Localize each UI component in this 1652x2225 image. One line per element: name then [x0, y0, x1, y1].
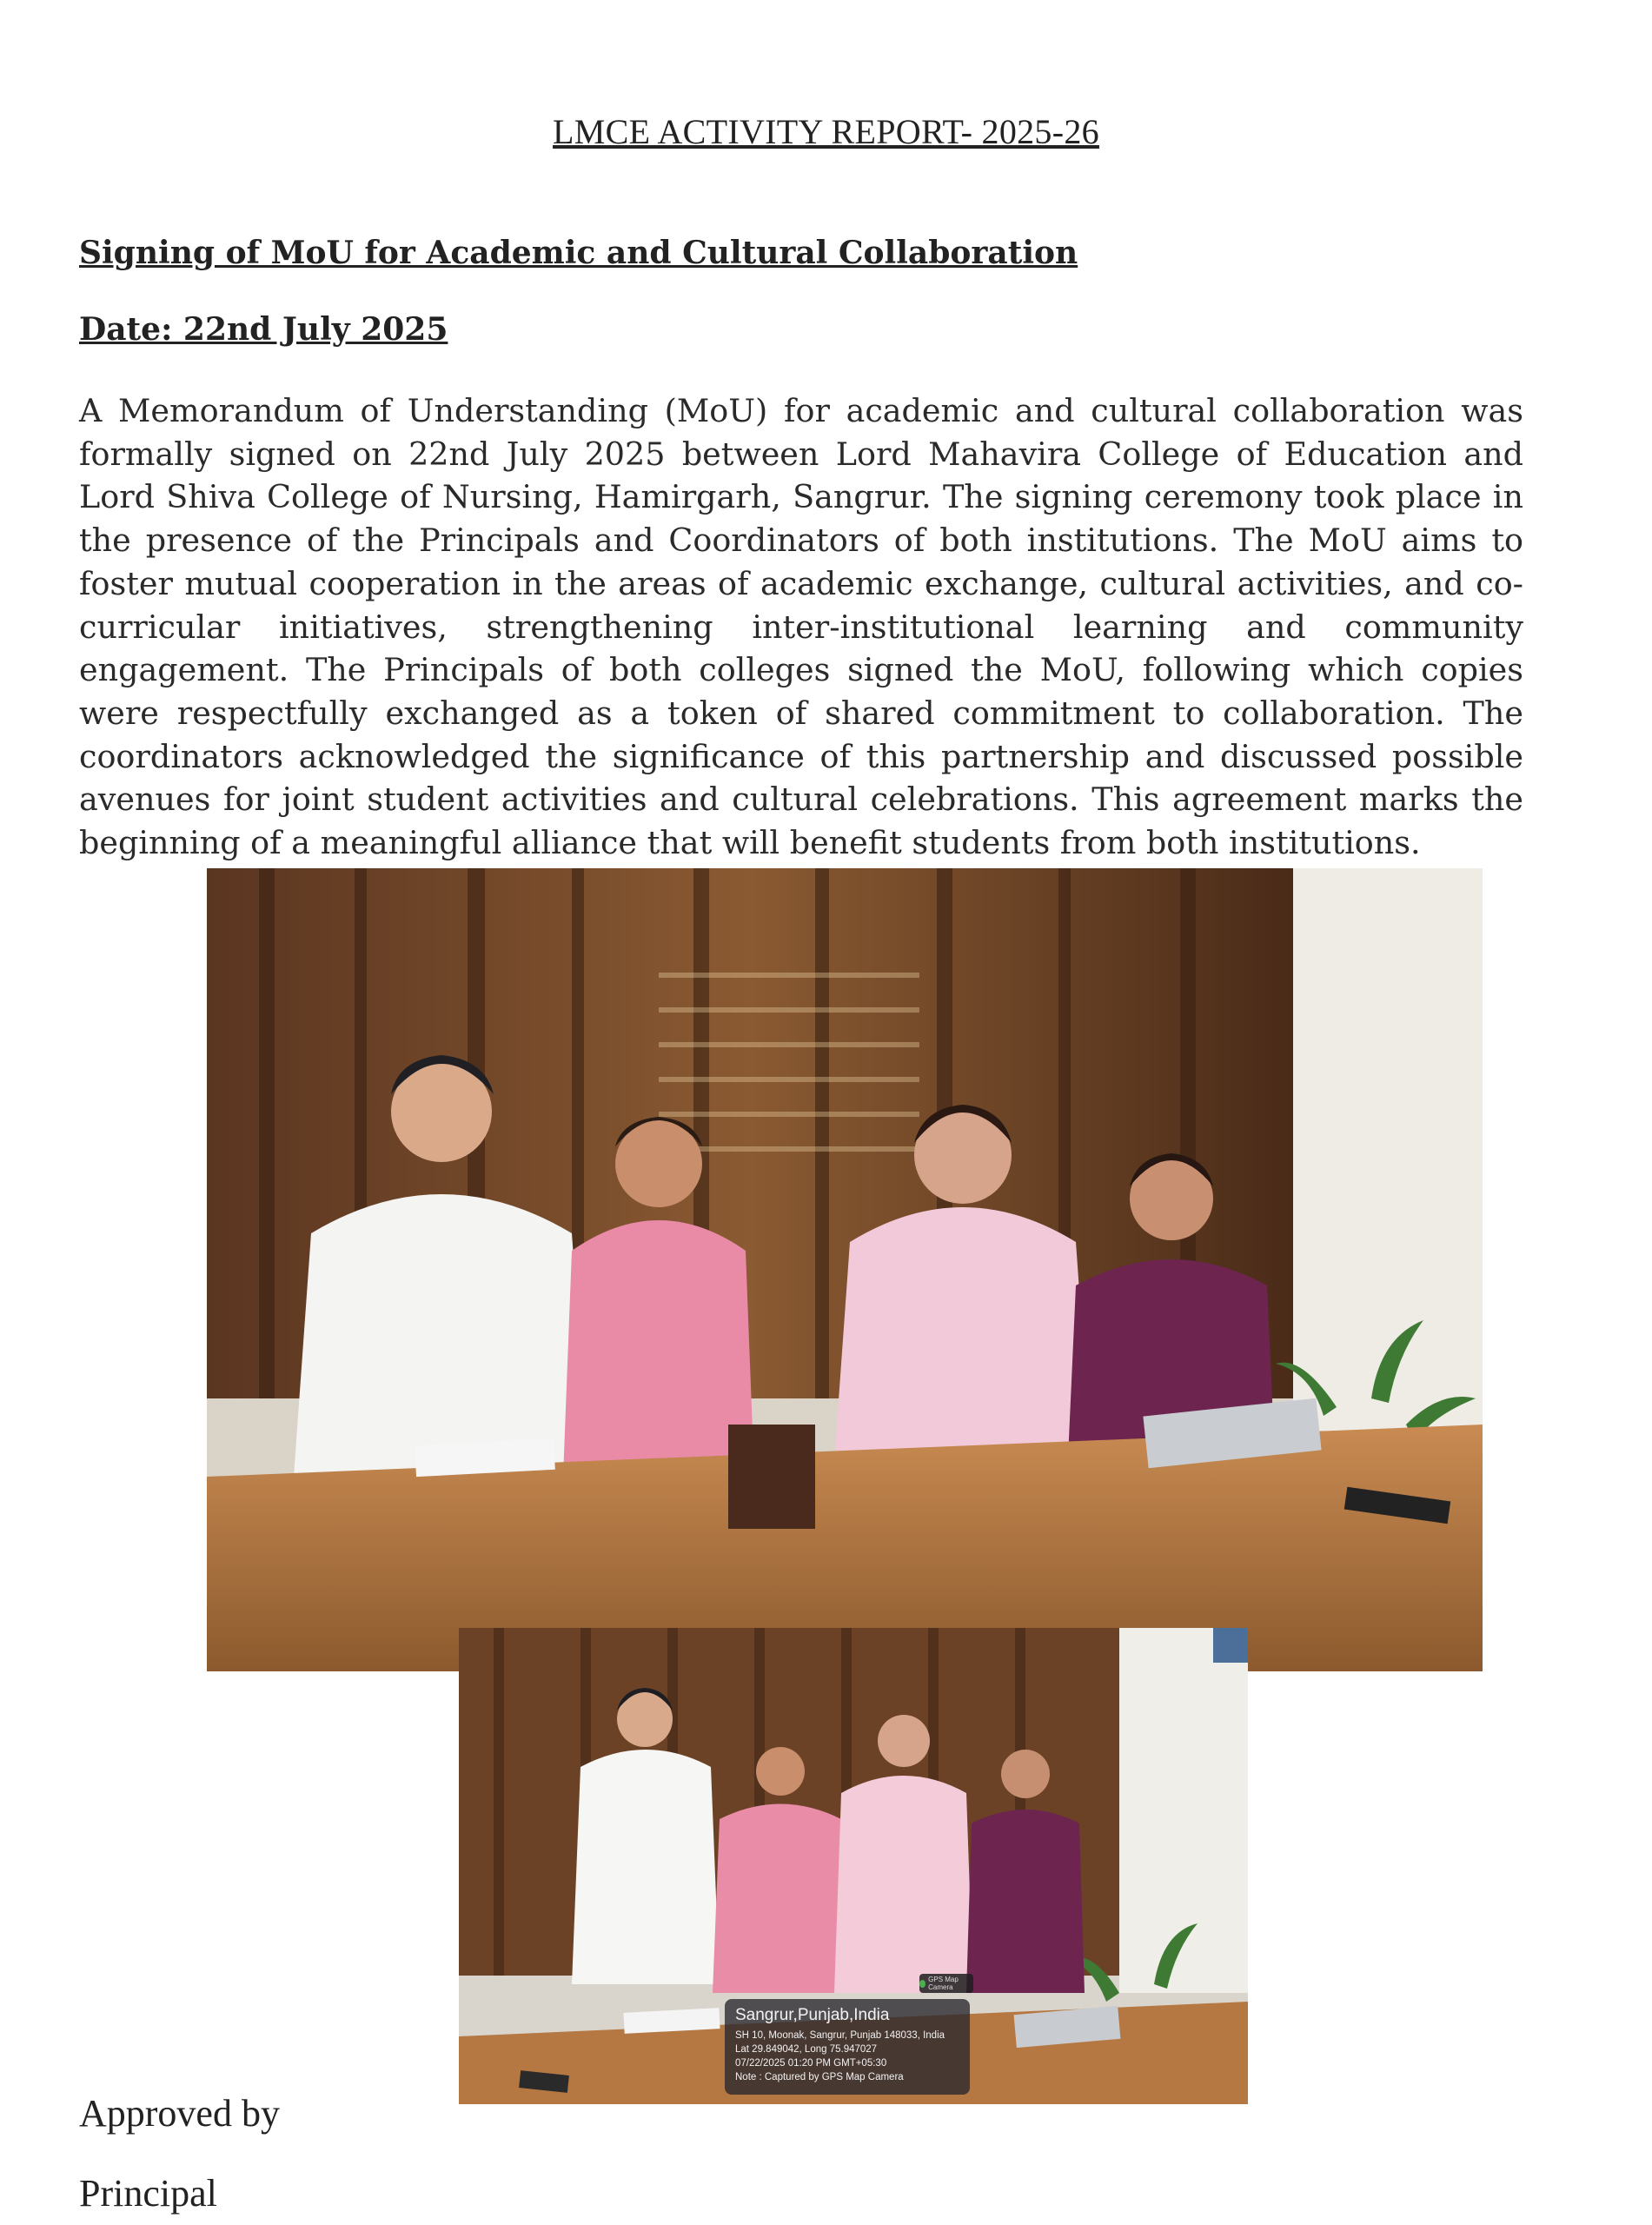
approved-by-label: Approved by [79, 2092, 280, 2135]
gps-pin-icon [919, 1980, 926, 1988]
principal-label: Principal [79, 2172, 217, 2215]
gps-place: Sangrur,Punjab,India [735, 2006, 890, 2024]
gps-camera-badge [919, 1974, 973, 1993]
report-title: LMCE ACTIVITY REPORT- 2025-26 [553, 112, 1099, 151]
gps-datetime: 07/22/2025 01:20 PM GMT+05:30 [735, 2058, 887, 2069]
gps-badge-label: GPS Map Camera [928, 1976, 959, 1991]
section-heading: Signing of MoU for Academic and Cultural Collaboration [79, 235, 1078, 271]
mou-signing-photo [207, 868, 1483, 1671]
gps-note: Note : Captured by GPS Map Camera [735, 2072, 904, 2082]
gps-coordinates: Lat 29.849042, Long 75.947027 [735, 2044, 878, 2055]
gps-address: SH 10, Moonak, Sangrur, Punjab 148033, India [735, 2030, 945, 2041]
mou-signing-photo-image [207, 868, 1483, 1671]
section-date: Date: 22nd July 2025 [79, 311, 448, 348]
group-photo [459, 1628, 1248, 2104]
gps-location-stamp [725, 1999, 970, 2095]
section-body-text: A Memorandum of Understanding (MoU) for academic and cultural collaboration was formally signed on 22nd July 2025 between Lord Mahavira College of Education and Lord Shiva College of Nursing, Hamirgarh, Sangrur. The signing ceremony took place in the presence of the Principals and Coordinators of both institutions. The MoU aims to foster mutual cooperation in the areas of academic exchange, cultural activities, and co-curricular initiatives, strengthening inter-institutional learning and community engagement. The Principals of both colleges signed the MoU, following which copies were respectfully exchanged as a token of shared commitment to collaboration. The coordinators acknowledged the significance of this partnership and discussed possible avenues for joint student activities and cultural celebrations. This agreement marks the beginning of a meaningful alliance that will benefit students from both institutions. [79, 392, 1523, 862]
